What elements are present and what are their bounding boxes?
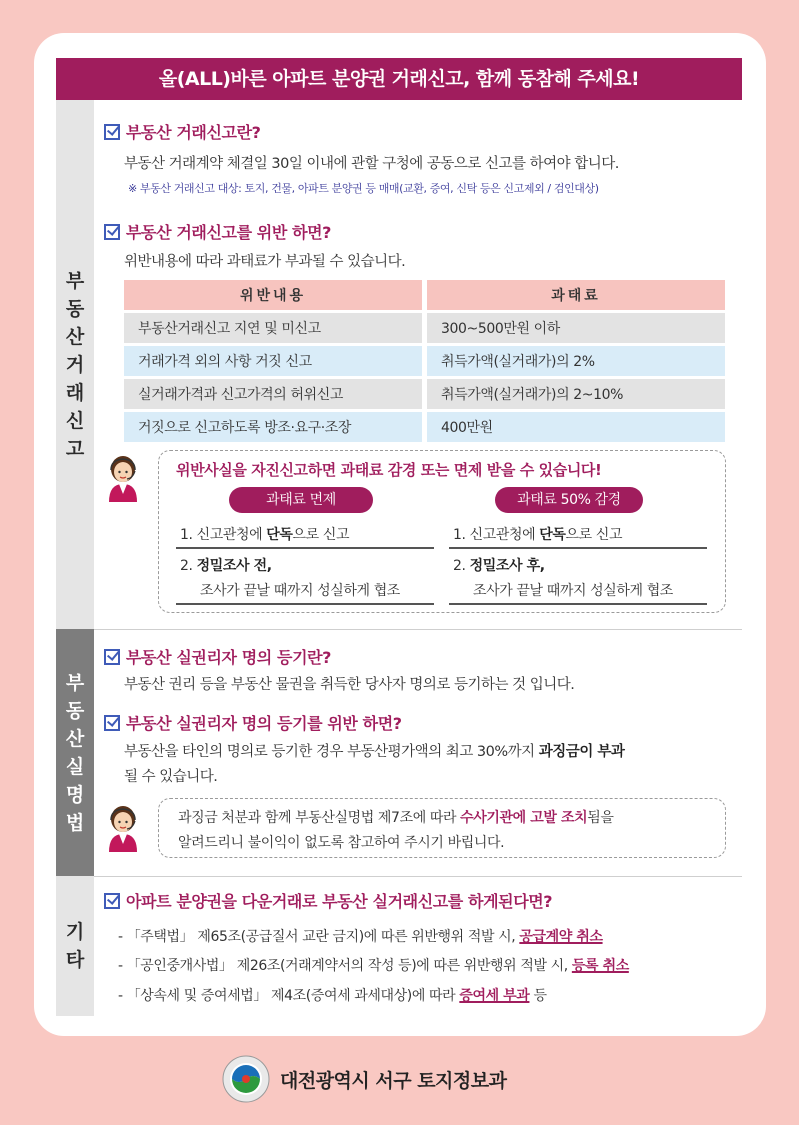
side-char: 동	[65, 297, 85, 320]
left-item-2-line2: 조사가 끝날 때까지 성실하게 협조	[200, 583, 400, 599]
page-title: 올(ALL)바른 아파트 분양권 거래신고, 함께 동참해 주세요!	[56, 58, 742, 100]
side-char: 타	[65, 949, 85, 971]
heading-report-violation	[104, 220, 331, 243]
heading-text: 부동산 거래신고를 위반 하면?	[126, 223, 332, 242]
heading-text: 부동산 실권리자 명의 등기란?	[126, 648, 332, 667]
report-definition-text: 부동산 거래계약 체결일 30일 이내에 관할 구청에 공동으로 신고를 하여야 합니다.	[124, 156, 619, 172]
divider-line	[449, 547, 707, 549]
counselor-avatar-icon	[104, 800, 142, 852]
side-char: 산	[65, 325, 85, 348]
section-divider	[94, 629, 742, 630]
table-header: 과태료	[427, 280, 725, 310]
prosecution-text-2: 알려드리니 불이익이 없도록 참고하여 주시기 바립니다.	[178, 835, 505, 851]
right-item-2: 2. 정밀조사 후,	[453, 558, 545, 574]
realname-definition-text: 부동산 권리 등을 부동산 물권을 취득한 당사자 명의로 등기하는 것 입니다.	[124, 677, 575, 693]
fine-exemption-pill: 과태료 면제	[229, 487, 373, 513]
table-cell: 400만원	[427, 412, 725, 442]
daejeon-seo-gu-emblem-icon	[222, 1055, 270, 1103]
divider-line	[176, 603, 434, 605]
table-row	[124, 346, 725, 376]
report-violation-text: 위반내용에 따라 과태료가 부과될 수 있습니다.	[124, 254, 406, 270]
table-cell: 거짓으로 신고하도록 방조·요구·조장	[124, 412, 422, 442]
side-char: 기	[65, 921, 85, 943]
left-item-2: 2. 정밀조사 전,	[180, 558, 272, 574]
table-cell: 거래가격 외의 사항 거짓 신고	[124, 346, 422, 376]
counselor-avatar-icon	[104, 450, 142, 502]
side-char: 법	[65, 811, 85, 834]
table-cell: 실거래가격과 신고가격의 허위신고	[124, 379, 422, 409]
side-char: 동	[65, 699, 85, 722]
report-target-note: ※ 부동산 거래신고 대상: 토지, 건물, 아파트 분양권 등 매매(교환, 증여, 신탁 등은 신고제외 / 검인대상)	[128, 182, 599, 195]
table-row	[124, 313, 725, 343]
fine-table	[124, 277, 725, 445]
footer	[222, 1055, 506, 1103]
table-cell: 취득가액(실거래가)의 2~10%	[427, 379, 725, 409]
side-char: 신	[65, 409, 85, 432]
fine-reduction-pill: 과태료 50% 감경	[495, 487, 643, 513]
side-char: 산	[65, 727, 85, 750]
right-item-1: 1. 신고관청에 단독으로 신고	[453, 527, 623, 543]
side-char: 명	[65, 783, 85, 806]
left-item-1: 1. 신고관청에 단독으로 신고	[180, 527, 350, 543]
table-cell: 300~500만원 이하	[427, 313, 725, 343]
heading-report-definition	[104, 120, 261, 143]
heading-text: 부동산 거래신고란?	[126, 123, 261, 142]
heading-text: 아파트 분양권을 다운거래로 부동산 실거래신고를 하게된다면?	[126, 892, 553, 911]
side-char: 고	[65, 437, 85, 460]
checkbox-icon	[104, 224, 120, 240]
prosecution-text: 과징금 처분과 함께 부동산실명법 제7조에 따라 수사기관에 고발 조치됨을	[178, 810, 614, 826]
table-row	[124, 412, 725, 442]
footer-org-name: 대전광역시 서구 토지정보과	[280, 1069, 507, 1092]
checkbox-icon	[104, 649, 120, 665]
heading-realname-definition	[104, 645, 331, 668]
table-cell: 취득가액(실거래가)의 2%	[427, 346, 725, 376]
checkbox-icon	[104, 715, 120, 731]
divider-line	[449, 603, 707, 605]
section-label-realname	[56, 629, 94, 876]
side-char: 거	[65, 353, 85, 376]
section-label-etc	[56, 876, 94, 1016]
checkbox-icon	[104, 893, 120, 909]
divider-line	[176, 547, 434, 549]
side-char: 부	[65, 269, 85, 292]
realname-violation-text: 부동산을 타인의 명의로 등기한 경우 부동산평가액의 최고 30%까지 과징금이 부과	[124, 744, 625, 760]
self-report-headline: 위반사실을 자진신고하면 과태료 감경 또는 면제 받을 수 있습니다!	[176, 461, 602, 479]
list-item: - 「상속세 및 증여세법」 제4조(증여세 과세대상)에 따라 증여세 부과 등	[118, 988, 547, 1004]
side-char: 래	[65, 381, 85, 404]
heading-text: 부동산 실권리자 명의 등기를 위반 하면?	[126, 714, 402, 733]
checkbox-icon	[104, 124, 120, 140]
heading-realname-violation	[104, 711, 402, 734]
side-char: 부	[65, 671, 85, 694]
section-label-report	[56, 100, 94, 629]
list-item: - 「주택법」 제65조(공급질서 교란 금지)에 따른 위반행위 적발 시, 공급계약 취소	[118, 929, 603, 945]
table-header: 위반내용	[124, 280, 422, 310]
right-item-2-line2: 조사가 끝날 때까지 성실하게 협조	[473, 583, 673, 599]
table-row	[124, 379, 725, 409]
realname-violation-text-2: 될 수 있습니다.	[124, 769, 218, 785]
list-item: - 「공인중개사법」 제26조(거래계약서의 작성 등)에 따른 위반행위 적발 시, 등록 취소	[118, 958, 629, 974]
table-cell: 부동산거래신고 지연 및 미신고	[124, 313, 422, 343]
heading-downgrade	[104, 889, 552, 912]
section-divider	[94, 876, 742, 877]
side-char: 실	[65, 755, 85, 778]
